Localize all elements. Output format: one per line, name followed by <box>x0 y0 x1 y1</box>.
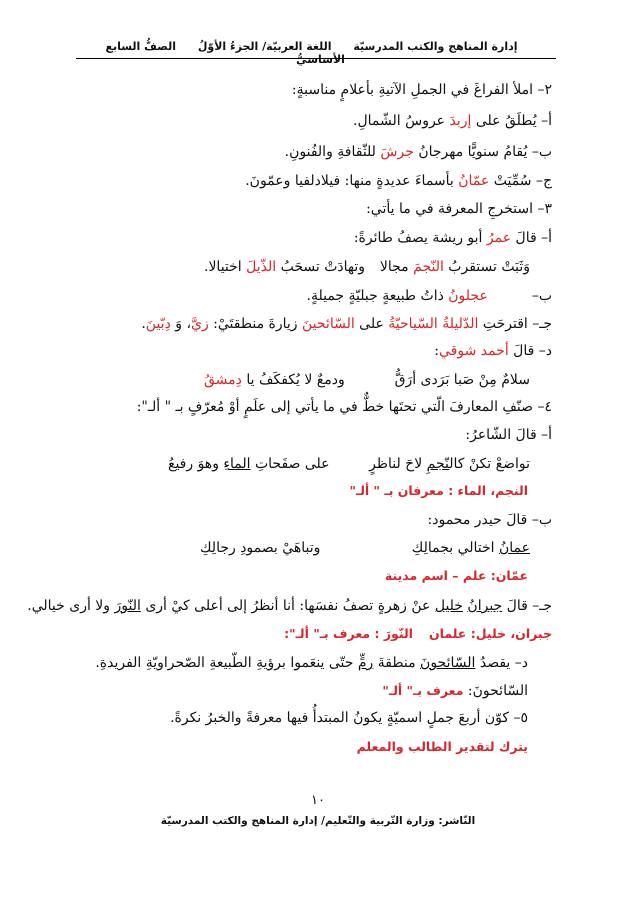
q3-item-b: ب–عجلونُ ذاتُ طبيعةٍ جبليّةٍ جميلةٍ. <box>306 288 552 304</box>
header-rule <box>76 58 556 59</box>
q3-b-answer: عجلونُ <box>448 288 488 304</box>
q4-item-a-intro: أ– قالَ الشّاعرُ: <box>465 427 552 443</box>
q4-a-answer: النجم، الماء : معرفان بـ " ألـ" <box>349 483 528 498</box>
header-subject: اللغة العربيّة/ الجزءُ الأوّلُ <box>197 40 332 53</box>
header-publisher: إدارة المناهج والكتب المدرسيّة <box>353 40 518 53</box>
q3-item-c: جـ– اقترحَتِ الدّليلةُ السّياحيّةُ على السّائحينَ زيارةَ منطقتَيْ: زيَّ، وَ دِبّينَ. <box>141 316 552 332</box>
q3-d-verse-right: سلامٌ مِنْ صَبا بَرَدى أرَقُّ <box>394 372 530 388</box>
q4-a-verse-right: تواضعْ تكنْ كالنّجمِ لاحَ لناظرٍ <box>369 456 530 472</box>
q4-c-answer: جبران، خليل: علمانالنّورَ : معرف بـ" ألـ": <box>284 626 552 641</box>
q5-prompt: ٥– كوّن أربعَ جملٍ اسميّةٍ يكونُ المبتدأُ فيها معرفةً والخبرُ نكرةً. <box>170 710 528 726</box>
q3-item-a-intro: أ– قالَ عمرُ أبو ريشة يصفُ طائرةً: <box>353 230 552 246</box>
q4-item-c: جـ– قالَ جبرانُ خليل عنْ زهرةٍ تصفُ نفسَها: أنا أنظرُ إلى أعلى كيْ أرى النّورَ ولا أرى خيالي. <box>27 598 552 614</box>
page-footer: النّاشر: وزارة التّربية والتّعليم/ إدارة المناهج والكتب المدرسيّة <box>160 815 476 827</box>
page-number: ١٠ <box>311 793 325 808</box>
q2-b-answer: جرشَ <box>380 144 414 160</box>
q2-item-b: ب– يُقامُ سنويًّا مهرجانُ جرشَ للثّقافةِ والفُنونِ. <box>284 144 552 160</box>
q2-prompt: ٢– املأ الفراغَ في الجملِ الآتيةِ بأعلامٍ مناسبةٍ: <box>291 82 552 98</box>
q4-b-verse-left: وتباهَيْ بصمودِ رجالِكِ <box>200 540 321 556</box>
q3-item-d-intro: د– قالَ أحمد شوقي: <box>434 343 552 359</box>
q2-item-a: أ– يُطلَقُ على إربدَ عروسُ الشّمالِ. <box>353 113 552 129</box>
q3-a-verse-left: وتهادَتْ تسحَبُ الذّيلَ اختيالا. <box>204 259 366 275</box>
q4-item-d: د– يقصدُ السّائحونَ منطقةَ رمٍّ حتّى ينعَموا برؤيةِ الطّبيعةِ الصّحراويّةِ الفريدةِ. <box>95 655 528 671</box>
header-grade: الصفُّ السابع الأساسيُّ <box>105 40 345 66</box>
q2-item-c: ج– سُمِّيَتْ عمّانُ بأسماءَ عديدةٍ منها: فيلادلفيا وعمّونَ. <box>245 173 552 189</box>
q4-a-verse-left: على صفَحاتِ الماءِ وهوَ رفيعُ <box>168 456 330 472</box>
q2-c-answer: عمّانُ <box>458 173 490 189</box>
q5-answer: يترك لتقدير الطالب والمعلم <box>356 739 528 754</box>
page-header <box>76 40 556 66</box>
q4-b-verse-right: عمانُ اختالي بجمالِكِ <box>411 540 530 556</box>
q4-b-answer: عمّان: علم – اسم مدينة <box>384 568 528 583</box>
q3-a-intro-answer: عمرُ <box>486 230 512 246</box>
q4-item-b-intro: ب– قالَ حيدر محمود: <box>427 512 552 528</box>
q4-d-answer: السّائحونَ: معرف بـ" ألـ" <box>382 683 528 699</box>
q3-a-verse-right: وَثَبَتْ تستقربُ النّجمَ مجالا <box>379 259 530 275</box>
q3-d-verse-left: ودمعٌ لا يُكفكَفُ يا دِمشقُ <box>204 372 345 388</box>
q2-a-answer: إربدَ <box>449 113 472 129</box>
q4-prompt: ٤– صنّفِ المعارفَ الّتي تحتَها خطٌّ في ما يأتي إلى علَمٍ أوْ مُعرّفٍ بـ " ألـ": <box>136 399 552 415</box>
q3-prompt: ٣– استخرجِ المعرفة في ما يأتي: <box>366 201 552 217</box>
